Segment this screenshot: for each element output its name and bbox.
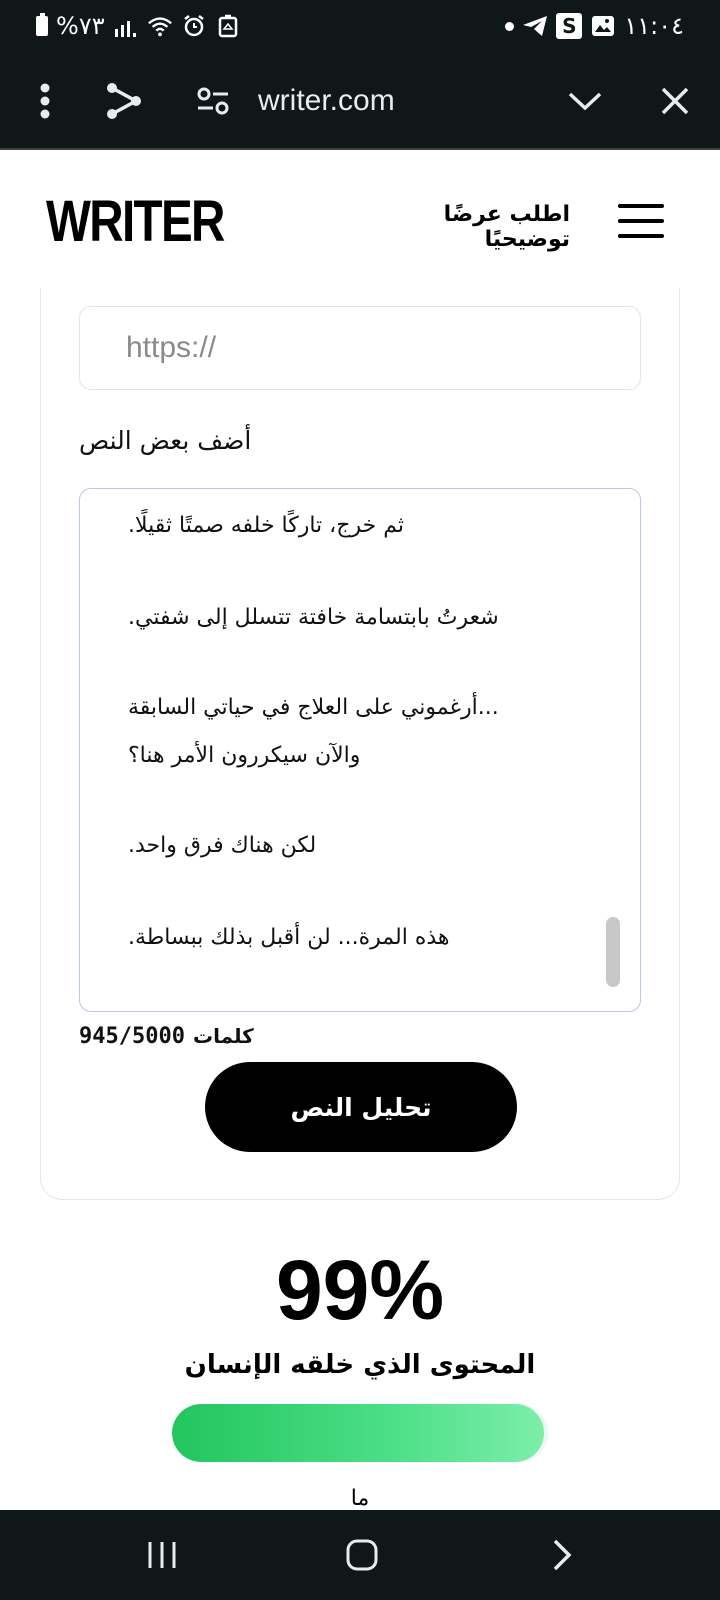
text-input-label: أضف بعض النص — [79, 426, 252, 455]
text-line: .شعرتُ بابتسامة خافتة تتسلل إلى شفتي — [128, 605, 499, 630]
scrollbar-thumb[interactable] — [606, 917, 620, 987]
s-app-icon: S — [556, 13, 582, 39]
system-nav-bar — [0, 1510, 720, 1600]
url-bar[interactable]: writer.com — [258, 84, 395, 117]
word-count — [79, 1024, 254, 1049]
human-score-bar — [172, 1404, 548, 1462]
share-icon[interactable] — [98, 76, 148, 126]
analyze-text-button[interactable]: تحليل النص — [205, 1062, 517, 1152]
site-header — [0, 150, 720, 288]
human-score-label: المحتوى الذي خلقه الإنسان — [184, 1350, 536, 1380]
url-input[interactable] — [79, 306, 641, 390]
browser-toolbar — [0, 52, 720, 150]
more-options-icon[interactable] — [20, 76, 70, 126]
text-line: .هذه المرة... لن أقبل بذلك ببساطة — [128, 925, 450, 950]
text-line: أرغموني على العلاج في حياتي السابقة... — [128, 695, 499, 720]
human-score-percent: 99% — [275, 1243, 445, 1337]
text-line: والآن سيكررون الأمر هنا؟ — [128, 743, 361, 768]
recent-apps-icon[interactable] — [132, 1530, 192, 1580]
status-bar — [0, 0, 720, 52]
text-input-area[interactable] — [79, 488, 641, 1012]
signal-icon — [113, 13, 139, 39]
battery-icon — [36, 16, 48, 36]
battery-percent: %٧٣ — [56, 12, 105, 40]
human-score-bar-fill — [172, 1404, 544, 1462]
chevron-down-icon[interactable] — [560, 76, 610, 126]
text-line: .لكن هناك فرق واحد — [128, 833, 317, 858]
gallery-icon — [590, 13, 616, 39]
close-icon[interactable] — [650, 76, 700, 126]
next-section-peek: ما — [350, 1486, 370, 1508]
writer-logo[interactable]: WRITER — [46, 189, 224, 254]
word-count-label: كلمات — [192, 1024, 254, 1048]
word-count-value: 945/5000 — [79, 1024, 185, 1049]
notification-dot-icon — [505, 22, 514, 31]
text-line: .ثم خرج، تاركًا خلفه صمتًا ثقيلًا — [128, 513, 404, 538]
detector-card — [40, 288, 680, 1200]
telegram-icon — [522, 13, 548, 39]
back-icon[interactable] — [532, 1530, 592, 1580]
menu-icon[interactable] — [618, 204, 664, 238]
home-icon[interactable] — [332, 1530, 392, 1580]
site-settings-icon[interactable] — [188, 76, 238, 126]
wifi-icon — [147, 13, 173, 39]
request-demo-link[interactable]: اطلب عرضًا توضيحيًا — [443, 202, 570, 252]
clock: ١١:٠٤ — [624, 12, 684, 40]
recycle-icon — [215, 13, 241, 39]
alarm-icon — [181, 13, 207, 39]
